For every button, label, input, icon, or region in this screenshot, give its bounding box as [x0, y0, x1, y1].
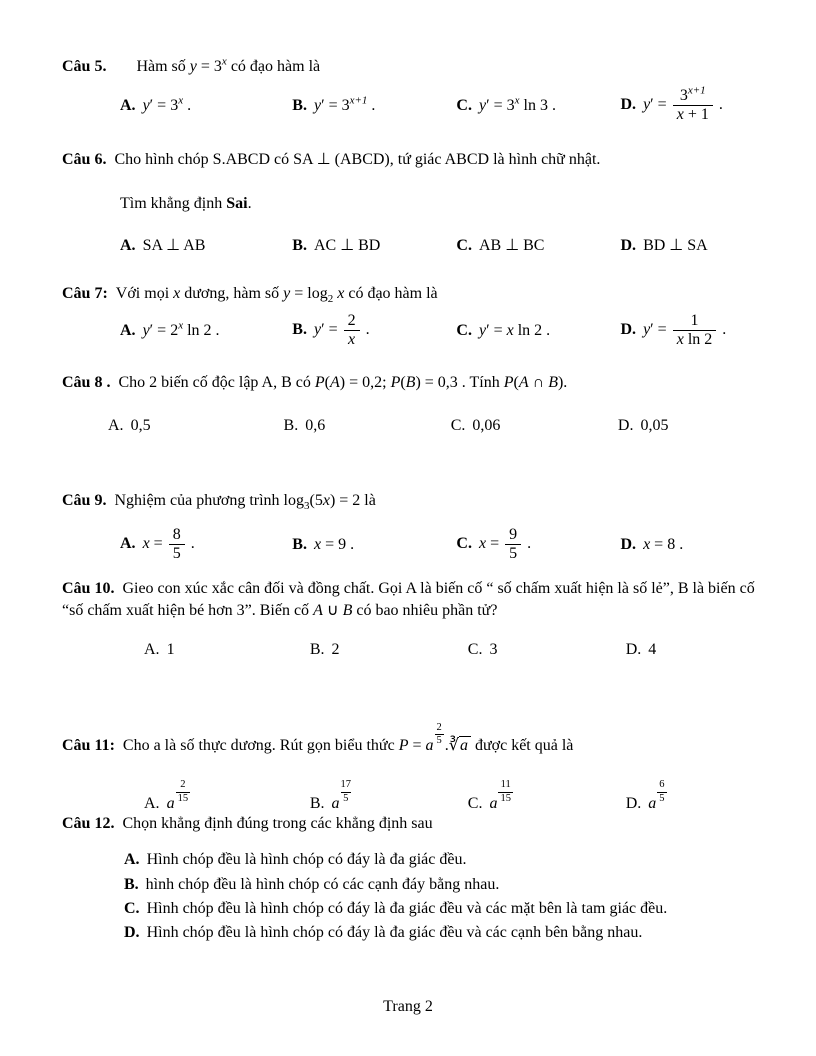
question-9-options [62, 526, 760, 563]
question-8-option-b [284, 415, 451, 437]
question-7 [62, 283, 760, 349]
question-10-option-c [468, 639, 626, 661]
option-text: Hình chóp đều là hình chóp có đáy là đa giác đều và các cạnh bên bằng nhau. [146, 924, 643, 942]
option-letter: A. [144, 640, 160, 658]
question-9-stem: Nghiệm của phương trình $\log_3(5x) = 2$ là [114, 492, 376, 513]
question-7-option-d [621, 312, 760, 349]
option-text: y′ = $\frac{1}{\text{x ln 2}}$ . [643, 312, 727, 349]
option-letter: A. [120, 535, 136, 553]
question-5 [62, 56, 760, 124]
option-letter: A. [120, 236, 136, 254]
question-5-option-d [621, 87, 760, 124]
option-text: hình chóp đều là hình chóp có các cạnh đáy bằng nhau. [145, 875, 500, 893]
question-11-options [62, 779, 760, 814]
option-letter: D. [620, 96, 637, 114]
question-6-note: Tìm khẳng định Sai. [120, 195, 252, 213]
option-text: Hình chóp đều là hình chóp có đáy là đa giác đều. [146, 851, 467, 869]
option-text: Hình chóp đều là hình chóp có đáy là đa giác đều và các mặt bên là tam giác đều. [146, 900, 668, 918]
option-letter: D. [620, 236, 637, 254]
question-8-options [62, 415, 760, 437]
option-letter: A. [120, 321, 136, 339]
option-text: BD ⊥ SA [643, 236, 708, 254]
question-12-label: Câu 12. [62, 815, 115, 832]
option-letter: A. [120, 96, 136, 114]
option-letter: A. [124, 851, 140, 869]
option-letter: C. [456, 321, 472, 339]
option-letter: B. [283, 417, 299, 435]
option-letter: D. [124, 924, 140, 942]
option-text: a $\frac{2}{15}$ [166, 779, 189, 812]
question-8-stem: Cho 2 biến cố độc lập A, B có P(A) = 0,2; P(B) = 0,3 . Tính P(A ∩ B). [118, 374, 568, 391]
question-7-option-b [292, 312, 456, 349]
option-text: x = 9 . [313, 535, 355, 553]
question-5-label: Câu 5. [62, 58, 107, 75]
question-9 [62, 490, 760, 563]
question-6 [62, 149, 760, 257]
option-letter: D. [625, 794, 642, 812]
option-letter: A. [108, 417, 124, 435]
option-text: 4 [648, 640, 657, 658]
question-8 [62, 372, 760, 438]
question-11 [62, 722, 760, 815]
option-text: y′ = x ln 2 . [478, 321, 551, 339]
option-letter: B. [292, 236, 307, 254]
question-6-label: Câu 6. [62, 151, 107, 168]
question-10-option-a [144, 639, 310, 661]
question-8-stem-line [62, 372, 760, 394]
option-text: a $\frac{6}{5}$ [648, 779, 665, 812]
option-letter: C. [124, 900, 140, 918]
question-12-option-d [124, 921, 760, 945]
question-12-option-b [124, 873, 760, 897]
option-text: 3 [489, 640, 498, 658]
question-7-stem-line [62, 283, 760, 305]
option-letter: B. [309, 640, 325, 658]
question-5-option-b [292, 95, 456, 117]
question-8-option-a [108, 415, 284, 437]
question-11-option-c [468, 779, 626, 814]
question-6-stem-line [62, 149, 760, 171]
question-7-stem: Với mọi x dương, hàm số $y = \log_2 x$ có đạo hàm là [115, 285, 438, 306]
option-text: 1 [166, 640, 175, 658]
question-11-option-d [626, 779, 760, 814]
question-9-label: Câu 9. [62, 492, 107, 509]
question-11-stem: Cho a là số thực dương. Rút gọn biểu thức P = a $\frac{2}{5}$ .∛a được kết quả là [122, 722, 574, 755]
option-letter: B. [309, 794, 325, 812]
question-11-option-a [144, 779, 310, 814]
question-9-option-a [120, 526, 292, 563]
question-6-option-b [292, 235, 456, 257]
option-text: x = 8 . [643, 535, 684, 553]
option-text: 0,05 [640, 417, 669, 435]
question-12-option-a [124, 848, 760, 872]
option-letter: D. [620, 535, 637, 553]
option-text: a $\frac{11}{15}$ [489, 779, 511, 812]
question-12-options [62, 848, 760, 945]
question-5-stem: Hàm số $y = 3^x$ có đạo hàm là [136, 55, 321, 75]
option-letter: C. [467, 640, 483, 658]
option-text: AC ⊥ BD [313, 236, 381, 254]
question-11-option-b [310, 779, 468, 814]
option-text: 0,06 [472, 417, 501, 435]
question-5-options [62, 87, 760, 124]
option-text: 0,5 [130, 417, 151, 435]
option-letter: C. [456, 236, 472, 254]
question-9-stem-line [62, 490, 760, 512]
question-6-option-a [120, 235, 292, 257]
question-7-label: Câu 7: [62, 285, 108, 302]
question-5-stem-line [62, 56, 760, 78]
option-text: $y' = 3^x$ . [142, 94, 192, 114]
question-12-option-c [124, 897, 760, 921]
question-11-stem-line [62, 722, 760, 757]
option-letter: B. [124, 875, 139, 893]
option-letter: C. [467, 794, 483, 812]
option-text: y′ = $\frac{3^{x+1}}{x + 1}$ . [643, 85, 723, 124]
option-text: AB ⊥ BC [478, 236, 545, 254]
option-text: a $\frac{17}{5}$ [331, 779, 352, 812]
question-9-option-d [621, 534, 760, 556]
question-6-option-d [621, 235, 760, 257]
option-text: x = $\frac{8}{5}$ . [142, 526, 195, 563]
option-text: x = $\frac{9}{5}$ . [478, 526, 532, 563]
question-12-stem: Chọn khẳng định đúng trong các khẳng định sau [122, 815, 433, 832]
option-letter: D. [617, 417, 634, 435]
option-letter: B. [292, 96, 307, 114]
question-10 [62, 578, 760, 661]
question-11-label: Câu 11: [62, 737, 115, 755]
question-6-stem: Cho hình chóp S.ABCD có SA ⊥ (ABCD), tứ giác ABCD là hình chữ nhật. [114, 151, 601, 168]
question-7-option-c [456, 320, 620, 342]
question-10-stem: Gieo con xúc xắc cân đối và đồng chất. Gọi A là biến cố “ số chấm xuất hiện là số lẻ”, B là biến cố “số chấm xuất hiện bé hơn 3”. Biến cố A ∪ B có bao nhiêu phần tử? [62, 580, 755, 620]
option-text: $y' = 2^x$ ln 2 . [142, 319, 220, 339]
option-letter: C. [450, 417, 466, 435]
question-8-label: Câu 8 . [62, 374, 111, 391]
question-5-option-c [456, 95, 620, 117]
option-text: y′ = $\frac{2}{x}$ . [313, 312, 370, 349]
option-text: $y' = 3^x$ ln 3 . [478, 94, 556, 114]
question-12 [62, 813, 760, 946]
option-text: 0,6 [305, 417, 326, 435]
option-text: $y' = 3^{x+1}$ . [313, 94, 376, 114]
question-10-stem-line [62, 578, 760, 623]
page-number: Trang 2 [383, 998, 433, 1015]
option-text: 2 [331, 640, 340, 658]
question-8-option-c [451, 415, 618, 437]
question-9-option-c [456, 526, 620, 563]
question-10-option-d [626, 639, 760, 661]
option-letter: A. [144, 794, 160, 812]
option-text: SA ⊥ AB [142, 236, 206, 254]
question-7-options [62, 312, 760, 349]
option-letter: D. [620, 321, 637, 339]
question-9-option-b [292, 534, 456, 556]
question-6-options [62, 235, 760, 257]
question-10-options [62, 639, 760, 661]
question-12-stem-line [62, 813, 760, 835]
option-letter: D. [625, 640, 642, 658]
question-8-option-d [618, 415, 760, 437]
option-letter: C. [456, 96, 472, 114]
question-6-option-c [456, 235, 620, 257]
option-letter: B. [292, 321, 307, 339]
question-10-option-b [310, 639, 468, 661]
question-7-option-a [120, 320, 292, 342]
option-letter: B. [292, 535, 307, 553]
question-10-label: Câu 10. [62, 580, 115, 597]
option-letter: C. [456, 535, 472, 553]
question-5-option-a [120, 95, 292, 117]
